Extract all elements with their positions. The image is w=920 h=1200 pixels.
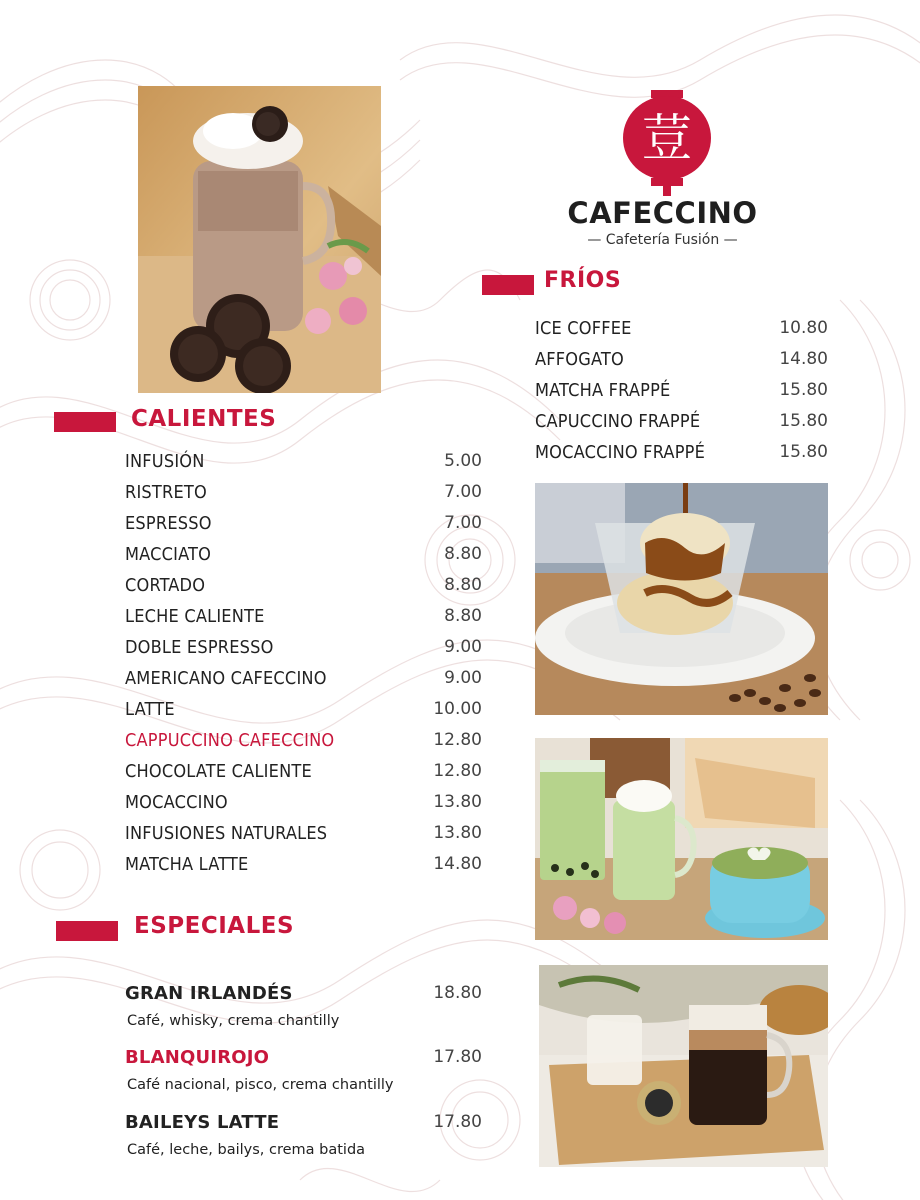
menu-item <box>125 792 482 823</box>
item-name: INFUSIÓN <box>125 451 205 472</box>
special-price: 18.80 <box>433 983 482 1003</box>
menu-item <box>125 668 482 699</box>
affogato-photo <box>535 483 828 715</box>
item-name: CORTADO <box>125 575 206 596</box>
menu-item-featured <box>125 730 482 761</box>
item-name: ICE COFFEE <box>535 318 632 339</box>
oreo-frappe-photo <box>138 86 381 393</box>
menu-item <box>125 699 482 730</box>
item-price: 12.80 <box>433 761 482 781</box>
special-description: Café, leche, bailys, crema batida <box>127 1142 366 1158</box>
item-price: 5.00 <box>444 451 482 471</box>
menu-item <box>535 411 828 442</box>
item-name: LATTE <box>125 699 175 720</box>
special-item-featured <box>125 1047 482 1107</box>
calientes-menu-list <box>125 451 482 885</box>
menu-item <box>125 854 482 885</box>
brand-tagline: — Cafetería Fusión — <box>587 232 738 248</box>
item-price: 10.00 <box>433 699 482 719</box>
item-name: CAPPUCCINO CAFECCINO <box>125 730 335 751</box>
item-price: 15.80 <box>779 411 828 431</box>
special-description: Café nacional, pisco, crema chantilly <box>127 1077 394 1093</box>
menu-item <box>125 606 482 637</box>
calientes-section-bar <box>54 412 116 432</box>
item-name: MACCIATO <box>125 544 212 565</box>
menu-item <box>125 544 482 575</box>
menu-item <box>535 318 828 349</box>
item-name: ESPRESSO <box>125 513 212 534</box>
calientes-section-title: CALIENTES <box>131 406 277 432</box>
item-price: 14.80 <box>433 854 482 874</box>
special-item <box>125 1112 482 1172</box>
item-price: 8.80 <box>444 575 482 595</box>
especiales-section-bar <box>56 921 118 941</box>
item-price: 7.00 <box>444 482 482 502</box>
special-name: BAILEYS LATTE <box>125 1112 280 1133</box>
item-name: CAPUCCINO FRAPPÉ <box>535 411 701 432</box>
special-price: 17.80 <box>433 1047 482 1067</box>
item-price: 12.80 <box>433 730 482 750</box>
item-price: 8.80 <box>444 606 482 626</box>
menu-item <box>125 513 482 544</box>
special-description: Café, whisky, crema chantilly <box>127 1013 340 1029</box>
item-name: DOBLE ESPRESSO <box>125 637 274 658</box>
brand-name: CAFECCINO <box>567 196 758 230</box>
item-name: MOCACCINO <box>125 792 228 813</box>
special-price: 17.80 <box>433 1112 482 1132</box>
item-price: 15.80 <box>779 442 828 462</box>
menu-item <box>125 451 482 482</box>
item-price: 8.80 <box>444 544 482 564</box>
item-name: INFUSIONES NATURALES <box>125 823 328 844</box>
special-name: BLANQUIROJO <box>125 1047 270 1068</box>
item-name: AMERICANO CAFECCINO <box>125 668 327 689</box>
logo-emblem-char: 荳 <box>642 109 692 167</box>
item-price: 13.80 <box>433 792 482 812</box>
item-name: RISTRETO <box>125 482 207 503</box>
item-price: 9.00 <box>444 668 482 688</box>
menu-item <box>535 349 828 380</box>
frios-section-bar <box>482 275 534 295</box>
item-name: MOCACCINO FRAPPÉ <box>535 442 706 463</box>
item-name: MATCHA LATTE <box>125 854 249 875</box>
item-price: 10.80 <box>779 318 828 338</box>
menu-item <box>125 761 482 792</box>
item-price: 7.00 <box>444 513 482 533</box>
special-item <box>125 983 482 1043</box>
item-price: 14.80 <box>779 349 828 369</box>
frios-section-title: FRÍOS <box>544 268 622 293</box>
item-name: AFFOGATO <box>535 349 624 370</box>
menu-item <box>125 637 482 668</box>
item-price: 15.80 <box>779 380 828 400</box>
item-name: MATCHA FRAPPÉ <box>535 380 671 401</box>
item-name: CHOCOLATE CALIENTE <box>125 761 312 782</box>
item-price: 9.00 <box>444 637 482 657</box>
item-name: LECHE CALIENTE <box>125 606 265 627</box>
menu-item <box>125 823 482 854</box>
special-name: GRAN IRLANDÉS <box>125 983 293 1004</box>
menu-item <box>125 575 482 606</box>
item-price: 13.80 <box>433 823 482 843</box>
baileys-latte-photo <box>539 965 828 1167</box>
menu-item <box>535 380 828 411</box>
menu-item <box>535 442 828 473</box>
matcha-drinks-photo <box>535 738 828 940</box>
especiales-section-title: ESPECIALES <box>134 913 295 939</box>
cafeccino-logo <box>622 88 712 198</box>
frios-menu-list <box>535 318 828 473</box>
menu-item <box>125 482 482 513</box>
